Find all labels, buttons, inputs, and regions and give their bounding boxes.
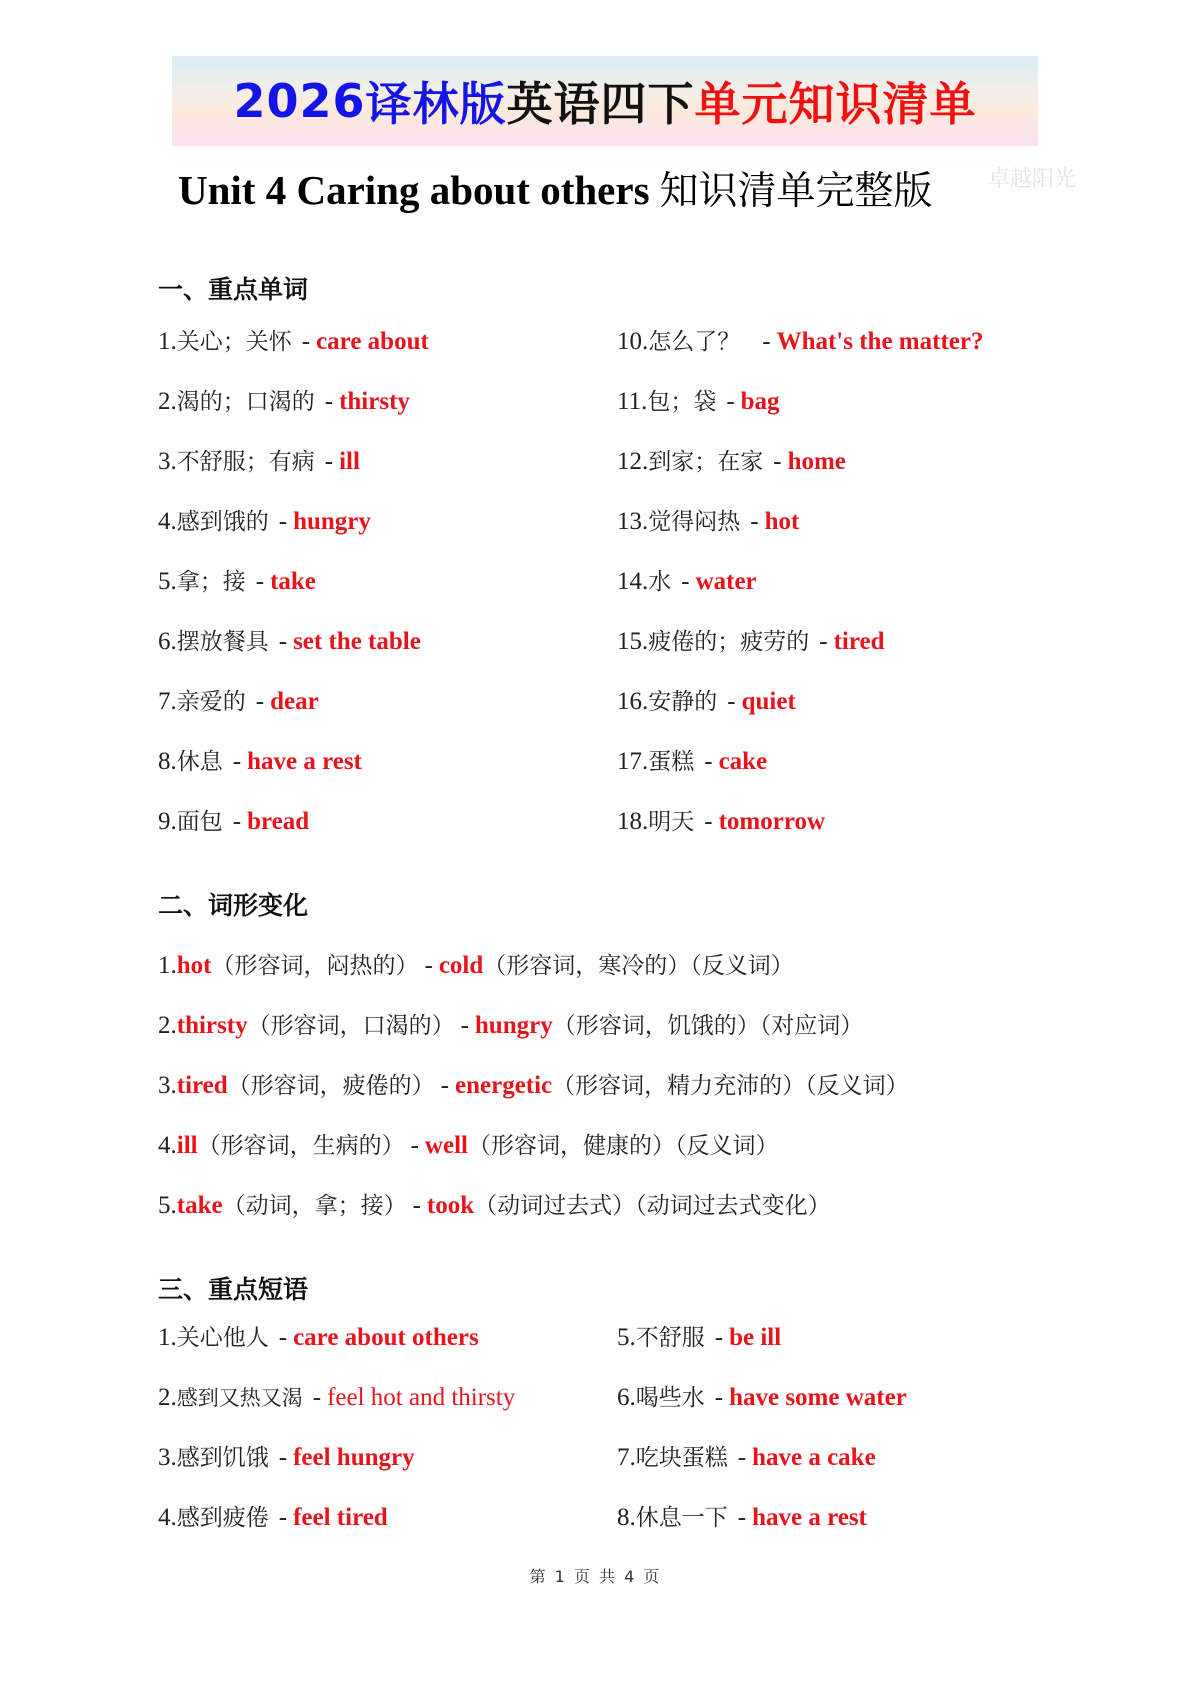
item-number: 8. [158, 748, 177, 775]
dash: - [410, 1132, 419, 1159]
vocab-item [617, 445, 846, 479]
item-chinese: 渴的；口渴的 [176, 389, 315, 415]
banner-year: 2026 [233, 74, 366, 128]
dash: - [726, 388, 735, 415]
item-number: 4. [158, 1504, 177, 1531]
item-number: 5. [158, 1192, 177, 1219]
item-number: 6. [617, 1384, 636, 1411]
vocab-item [158, 625, 421, 659]
phrase-item [617, 1501, 867, 1535]
item-chinese: 拿；接 [176, 569, 246, 595]
dash: - [232, 808, 242, 835]
section-title-key-phrases: 三、重点短语 [158, 1275, 309, 1304]
item-english: tired [833, 628, 885, 655]
item-english: feel hungry [293, 1444, 415, 1471]
item-chinese: 关心他人 [176, 1325, 269, 1351]
page-title [178, 162, 933, 218]
base-word-desc: （动词，拿；接） [222, 1193, 407, 1219]
dash: - [773, 448, 782, 475]
item-english: tomorrow [718, 808, 826, 835]
dash: - [714, 1384, 724, 1411]
relation-type: （反义词） [690, 953, 794, 979]
word-form-item [158, 1189, 831, 1223]
item-english: have a rest [752, 1504, 867, 1531]
dash: - [424, 952, 433, 979]
base-word-desc: （形容词，疲倦的） [227, 1073, 435, 1099]
page-title-cn: 知识清单完整版 [659, 169, 933, 214]
vocab-item [617, 625, 885, 659]
phrase-item [158, 1321, 479, 1355]
dash: - [255, 568, 265, 595]
item-chinese: 摆放餐具 [176, 629, 269, 655]
item-english: cake [718, 748, 768, 775]
banner-list-title: 单元知识清单 [694, 77, 977, 131]
item-number: 12. [617, 448, 649, 475]
vocab-item [158, 745, 362, 779]
item-number: 7. [158, 688, 177, 715]
dash: - [255, 688, 265, 715]
dash: - [232, 748, 242, 775]
dash: - [819, 628, 828, 655]
item-number: 5. [158, 568, 177, 595]
watermark: 卓越阳光 [988, 167, 1077, 192]
vocab-item [158, 445, 360, 479]
item-chinese: 休息 [176, 749, 223, 775]
banner-edition: 译林版 [365, 77, 507, 131]
item-chinese: 不舒服；有病 [176, 449, 315, 475]
item-chinese: 吃块蛋糕 [635, 1445, 728, 1471]
item-number: 16. [617, 688, 649, 715]
item-english: bread [247, 808, 310, 835]
item-chinese: 安静的 [648, 689, 718, 715]
item-english: bag [740, 388, 780, 415]
item-chinese: 蛋糕 [648, 749, 695, 775]
dash: - [324, 388, 334, 415]
related-word: energetic [455, 1072, 553, 1099]
item-chinese: 面包 [176, 809, 223, 835]
related-word: hungry [474, 1012, 553, 1039]
base-word-desc: （形容词，口渴的） [247, 1013, 455, 1039]
item-english: thirsty [339, 388, 410, 415]
item-chinese: 觉得闷热 [648, 509, 741, 535]
vocab-item [617, 745, 767, 779]
item-chinese: 感到疲倦 [176, 1505, 269, 1531]
vocab-item [158, 805, 309, 839]
dash: - [750, 508, 759, 535]
item-number: 1. [158, 1324, 177, 1351]
section-title-word-forms: 二、词形变化 [158, 891, 309, 920]
dash: - [737, 1504, 747, 1531]
base-word: take [176, 1192, 223, 1219]
item-chinese: 包；袋 [647, 389, 717, 415]
item-number: 1. [158, 952, 177, 979]
phrase-item [617, 1321, 781, 1355]
item-chinese: 休息一下 [635, 1505, 728, 1531]
relation-type: （对应词） [759, 1013, 864, 1039]
word-form-item [158, 1129, 778, 1163]
item-english: What's the matter? [776, 328, 984, 355]
item-english: feel tired [293, 1504, 388, 1531]
item-english: ill [339, 448, 360, 475]
vocab-item [158, 325, 429, 359]
related-word-desc: （动词过去式） [474, 1193, 636, 1219]
item-english: have a cake [752, 1444, 876, 1471]
dash: - [278, 508, 288, 535]
item-number: 4. [158, 508, 177, 535]
dash: - [312, 1384, 322, 1411]
base-word: thirsty [176, 1012, 248, 1039]
base-word: ill [176, 1132, 198, 1159]
item-number: 15. [617, 628, 649, 655]
base-word: tired [176, 1072, 228, 1099]
relation-type: （动词过去式变化） [635, 1193, 831, 1219]
vocab-item [617, 565, 757, 599]
dash: - [704, 808, 713, 835]
item-english: water [695, 568, 757, 595]
dash: - [460, 1012, 469, 1039]
item-english: take [270, 568, 316, 595]
phrase-item [617, 1381, 907, 1415]
item-english: set the table [293, 628, 421, 655]
item-english: have some water [729, 1384, 907, 1411]
item-number: 2. [158, 1012, 177, 1039]
item-number: 2. [158, 1384, 177, 1411]
word-form-item [158, 1069, 909, 1103]
item-number: 8. [617, 1504, 636, 1531]
base-word: hot [176, 952, 212, 979]
phrase-item [617, 1441, 876, 1475]
item-number: 17. [617, 748, 649, 775]
dash: - [440, 1072, 449, 1099]
item-chinese: 感到又热又渴 [176, 1386, 303, 1410]
item-number: 9. [158, 808, 177, 835]
vocab-item [617, 385, 780, 419]
item-number: 3. [158, 1444, 177, 1471]
vocab-item [158, 565, 316, 599]
item-number: 4. [158, 1132, 177, 1159]
vocab-item [617, 805, 825, 839]
item-chinese: 怎么了？ [648, 329, 741, 355]
page-title-en: Unit 4 Caring about others [178, 167, 650, 213]
item-number: 11. [617, 388, 648, 415]
vocab-item [158, 685, 319, 719]
item-english: hungry [293, 508, 371, 535]
vocab-item [617, 325, 983, 359]
item-english: home [787, 448, 846, 475]
related-word: cold [438, 952, 484, 979]
phrase-item [158, 1381, 515, 1415]
item-number: 3. [158, 448, 177, 475]
item-number: 7. [617, 1444, 636, 1471]
dash: - [727, 688, 736, 715]
dash: - [762, 328, 771, 355]
item-chinese: 关心；关怀 [176, 329, 292, 355]
base-word-desc: （形容词，生病的） [197, 1133, 405, 1159]
dash: - [278, 1324, 288, 1351]
related-word: took [426, 1192, 475, 1219]
item-number: 18. [617, 808, 649, 835]
word-form-item [158, 949, 794, 983]
title-banner [172, 56, 1038, 146]
item-number: 14. [617, 568, 649, 595]
item-number: 13. [617, 508, 649, 535]
section-title-key-words: 一、重点单词 [158, 275, 309, 304]
base-word-desc: （形容词，闷热的） [211, 953, 419, 979]
related-word-desc: （形容词，精力充沛的） [552, 1073, 806, 1099]
item-english: feel hot and thirsty [327, 1384, 516, 1411]
dash: - [278, 1504, 288, 1531]
item-english: have a rest [247, 748, 362, 775]
dash: - [714, 1324, 724, 1351]
item-number: 6. [158, 628, 177, 655]
dash: - [324, 448, 334, 475]
related-word-desc: （形容词，健康的） [467, 1133, 675, 1159]
word-form-item [158, 1009, 863, 1043]
item-chinese: 感到饿的 [176, 509, 269, 535]
item-english: hot [764, 508, 800, 535]
item-english: care about [316, 328, 429, 355]
item-number: 1. [158, 328, 177, 355]
item-chinese: 喝些水 [635, 1385, 705, 1411]
dash: - [278, 1444, 288, 1471]
item-chinese: 亲爱的 [176, 689, 246, 715]
item-english: dear [270, 688, 319, 715]
dash: - [301, 328, 311, 355]
related-word-desc: （形容词，饥饿的） [552, 1013, 760, 1039]
vocab-item [158, 385, 410, 419]
dash: - [704, 748, 713, 775]
vocab-item [617, 685, 796, 719]
item-chinese: 疲倦的；疲劳的 [648, 629, 810, 655]
relation-type: （反义词） [805, 1073, 909, 1099]
vocab-item [158, 505, 371, 539]
related-word: well [424, 1132, 468, 1159]
dash: - [278, 628, 288, 655]
vocab-item [617, 505, 799, 539]
dash: - [681, 568, 690, 595]
dash: - [412, 1192, 421, 1219]
item-chinese: 明天 [648, 809, 695, 835]
relation-type: （反义词） [674, 1133, 779, 1159]
item-number: 2. [158, 388, 177, 415]
item-chinese: 到家；在家 [648, 449, 764, 475]
dash: - [737, 1444, 747, 1471]
phrase-item [158, 1501, 388, 1535]
item-number: 5. [617, 1324, 636, 1351]
page-number: 第 1 页 共 4 页 [529, 1567, 662, 1586]
item-english: quiet [741, 688, 796, 715]
phrase-item [158, 1441, 415, 1475]
item-number: 10. [617, 328, 649, 355]
related-word-desc: （形容词，寒冷的） [483, 953, 691, 979]
item-number: 3. [158, 1072, 177, 1099]
item-chinese: 水 [648, 569, 672, 595]
item-english: care about others [293, 1324, 479, 1351]
item-chinese: 感到饥饿 [176, 1445, 269, 1471]
item-english: be ill [729, 1324, 782, 1351]
banner-subject: 英语四下 [506, 77, 695, 131]
item-chinese: 不舒服 [635, 1325, 705, 1351]
